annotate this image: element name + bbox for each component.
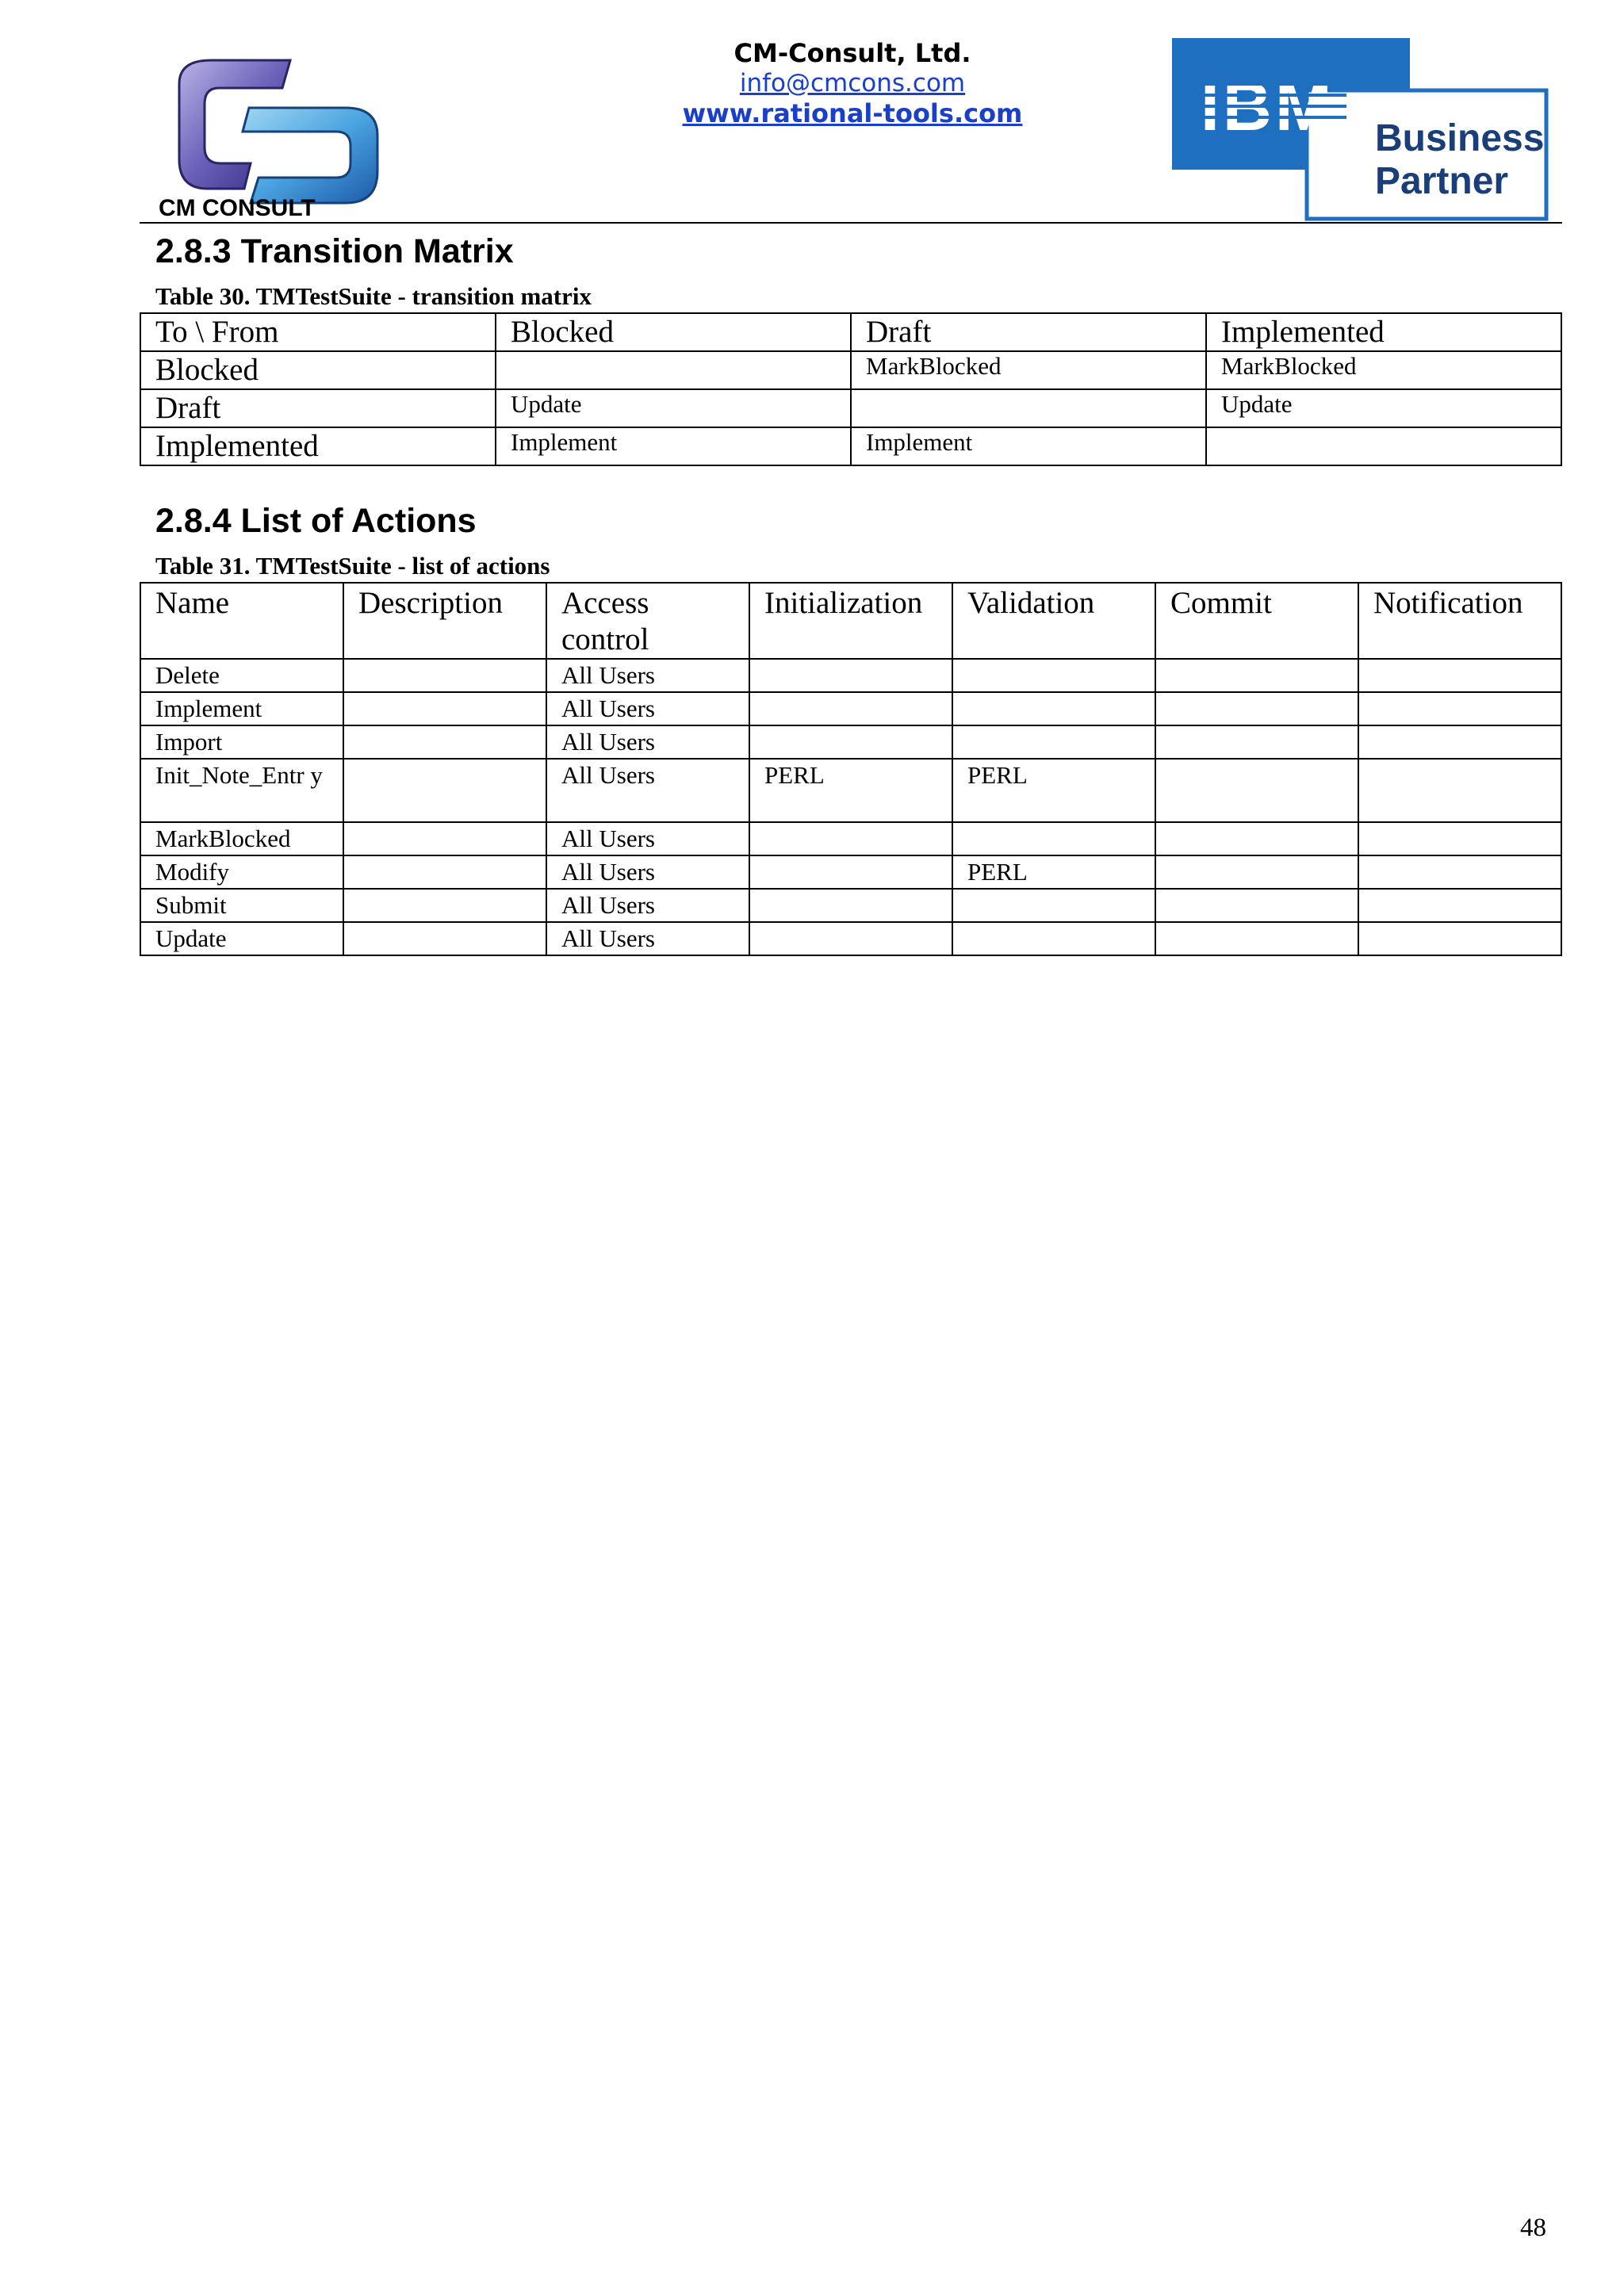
table-cell: Submit	[140, 889, 343, 922]
table-row	[140, 692, 1561, 725]
table-cell	[749, 922, 952, 955]
cm-consult-logo-text: CM CONSULT	[159, 195, 316, 220]
table-cell: All Users	[546, 822, 749, 855]
table-cell	[1155, 922, 1358, 955]
header-contact	[603, 38, 1102, 128]
table-row	[140, 725, 1561, 759]
table-cell	[749, 889, 952, 922]
table-cell	[952, 822, 1155, 855]
table-row	[140, 427, 1561, 465]
table-cell: PERL	[952, 855, 1155, 889]
company-name: CM-Consult, Ltd.	[733, 38, 971, 68]
table-row	[140, 389, 1561, 427]
header-cell: Implemented	[1206, 313, 1561, 351]
section-heading-transition-matrix: 2.8.3 Transition Matrix	[155, 232, 514, 270]
table-cell	[851, 389, 1206, 427]
table-cell	[1155, 889, 1358, 922]
table-cell	[1206, 427, 1561, 465]
table-cell: Update	[140, 922, 343, 955]
section-heading-list-of-actions: 2.8.4 List of Actions	[155, 502, 477, 540]
table-cell	[952, 659, 1155, 692]
header-cell: Validation	[952, 583, 1155, 659]
header-cell: Description	[343, 583, 546, 659]
header-cell: Blocked	[496, 313, 851, 351]
table-cell	[952, 725, 1155, 759]
table-cell: Implement	[496, 427, 851, 465]
table-cell	[749, 855, 952, 889]
header-cell: Access control	[546, 583, 749, 659]
table-row	[140, 351, 1561, 389]
table-cell	[1358, 889, 1561, 922]
table-cell	[952, 889, 1155, 922]
table-row	[140, 659, 1561, 692]
header-cell: Initialization	[749, 583, 952, 659]
row-label-cell: Implemented	[140, 427, 496, 465]
table-cell	[952, 922, 1155, 955]
transition-matrix-table	[140, 312, 1562, 466]
table-cell: Modify	[140, 855, 343, 889]
table-cell: Update	[1206, 389, 1561, 427]
email-link[interactable]: info@cmcons.com	[739, 69, 966, 98]
table-caption-list-of-actions: Table 31. TMTestSuite - list of actions	[155, 552, 550, 580]
table-cell	[343, 922, 546, 955]
table-cell	[1155, 855, 1358, 889]
table-caption-transition-matrix: Table 30. TMTestSuite - transition matrix	[155, 282, 592, 310]
header-cell: To \ From	[140, 313, 496, 351]
table-header-row	[140, 313, 1561, 351]
table-cell: MarkBlocked	[140, 822, 343, 855]
header-cell: Name	[140, 583, 343, 659]
header-cell: Notification	[1358, 583, 1561, 659]
table-cell	[749, 692, 952, 725]
table-cell: Init_Note_Entr y	[140, 759, 343, 822]
table-cell: All Users	[546, 692, 749, 725]
table-cell	[1358, 725, 1561, 759]
table-cell: Implement	[851, 427, 1206, 465]
table-cell	[1358, 659, 1561, 692]
table-cell: All Users	[546, 889, 749, 922]
table-cell	[343, 855, 546, 889]
table-row	[140, 855, 1561, 889]
cm-consult-logo	[155, 52, 393, 220]
table-header-row	[140, 583, 1561, 659]
table-row	[140, 922, 1561, 955]
list-of-actions-table	[140, 582, 1562, 956]
table-cell: Update	[496, 389, 851, 427]
table-cell	[343, 822, 546, 855]
table-cell	[749, 659, 952, 692]
table-cell	[1155, 822, 1358, 855]
table-cell	[1155, 725, 1358, 759]
table-cell: Implement	[140, 692, 343, 725]
table-cell: PERL	[749, 759, 952, 822]
table-cell	[1358, 822, 1561, 855]
table-cell: MarkBlocked	[851, 351, 1206, 389]
table-cell	[343, 889, 546, 922]
table-cell: All Users	[546, 922, 749, 955]
table-row	[140, 759, 1561, 822]
table-cell	[1358, 759, 1561, 822]
table-row	[140, 889, 1561, 922]
table-cell: Import	[140, 725, 343, 759]
table-cell	[343, 759, 546, 822]
ibm-business-partner-logo	[1172, 36, 1553, 224]
table-cell	[952, 692, 1155, 725]
table-cell	[1358, 692, 1561, 725]
table-cell: Delete	[140, 659, 343, 692]
table-cell	[343, 659, 546, 692]
table-cell	[749, 725, 952, 759]
table-cell	[1155, 659, 1358, 692]
website-link[interactable]: www.rational-tools.com	[682, 98, 1023, 128]
business-text: Business	[1375, 117, 1545, 159]
page-number: 48	[1520, 2214, 1546, 2242]
header-cell: Commit	[1155, 583, 1358, 659]
table-cell: PERL	[952, 759, 1155, 822]
table-cell: All Users	[546, 659, 749, 692]
table-cell	[749, 822, 952, 855]
header-cell: Draft	[851, 313, 1206, 351]
table-cell	[496, 351, 851, 389]
row-label-cell: Blocked	[140, 351, 496, 389]
header-divider	[140, 222, 1562, 224]
table-cell	[1358, 922, 1561, 955]
row-label-cell: Draft	[140, 389, 496, 427]
table-cell: All Users	[546, 855, 749, 889]
table-cell: All Users	[546, 759, 749, 822]
table-cell	[343, 692, 546, 725]
table-cell	[1358, 855, 1561, 889]
table-cell: All Users	[546, 725, 749, 759]
table-cell	[1155, 692, 1358, 725]
table-cell	[1155, 759, 1358, 822]
partner-text: Partner	[1375, 160, 1509, 202]
table-cell: MarkBlocked	[1206, 351, 1561, 389]
table-row	[140, 822, 1561, 855]
table-cell	[343, 725, 546, 759]
